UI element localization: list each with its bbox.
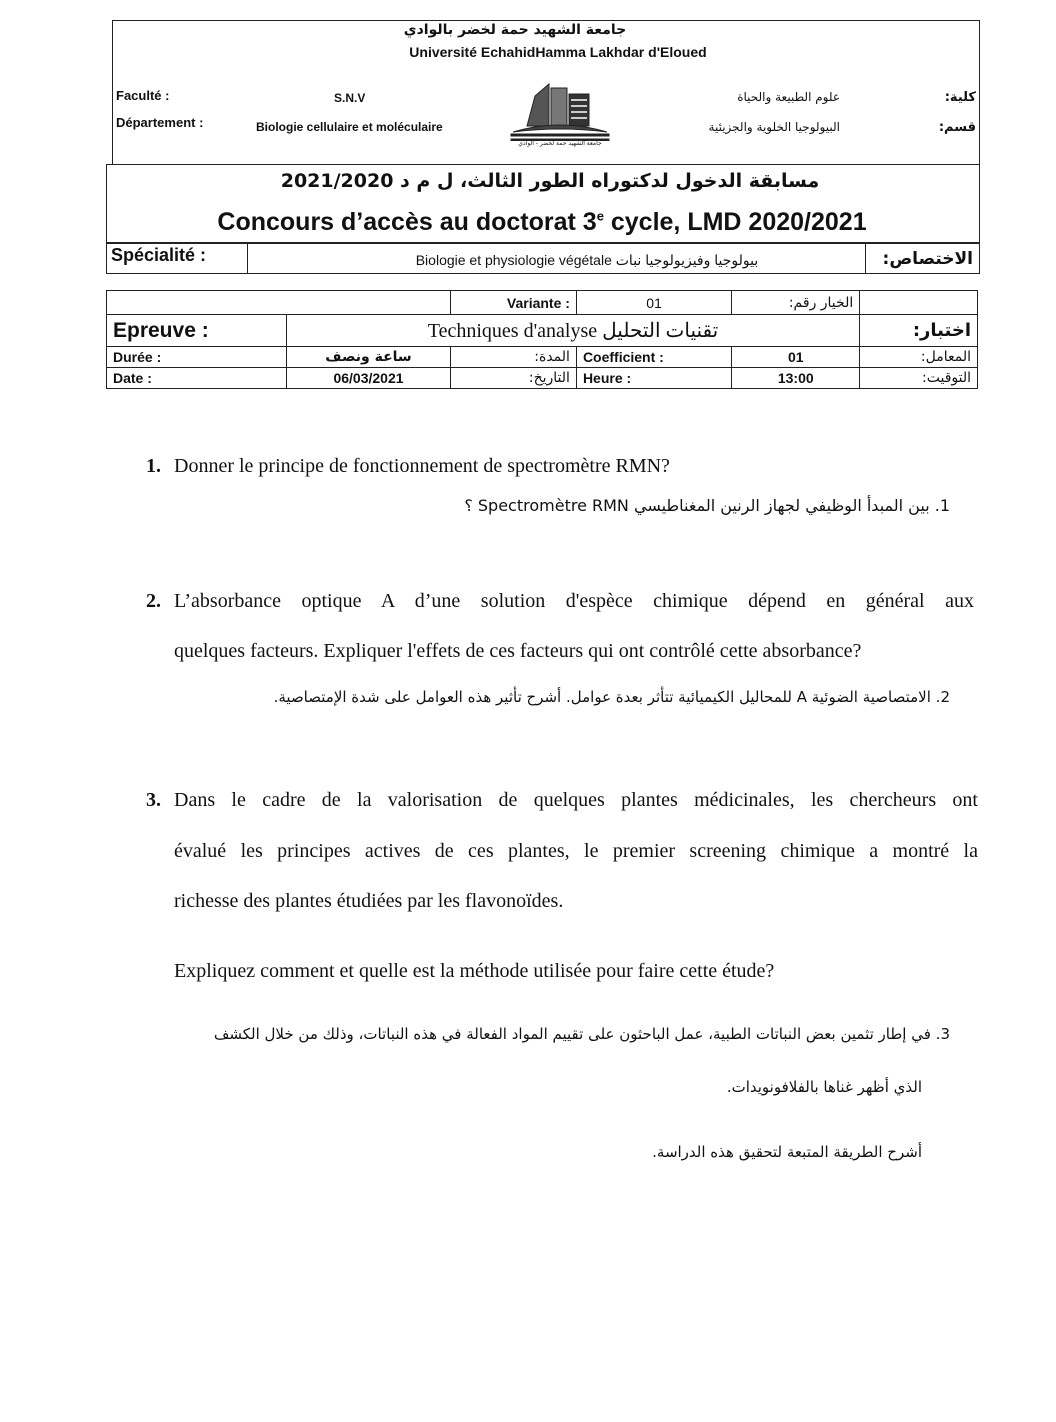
question-1-number: 1. — [146, 455, 161, 477]
departement-ar-label: قسم: — [938, 120, 976, 135]
specialite-row — [106, 242, 980, 274]
question-3-ar-line-3: أشرح الطريقة المتبعة لتحقيق هذه الدراسة. — [652, 1143, 922, 1161]
divider — [247, 243, 248, 273]
coefficient-label-ar: المعامل: — [860, 347, 978, 368]
duree-label-ar: المدة: — [451, 347, 577, 368]
question-2-number: 2. — [146, 590, 161, 612]
university-name-ar: جامعة الشهيد حمة لخضر بالوادي — [403, 22, 627, 38]
coefficient-value: 01 — [732, 347, 860, 368]
heure-label-ar: التوقيت: — [860, 368, 978, 389]
epreuve-value: Techniques d'analyse تقنيات التحليل — [286, 315, 859, 347]
variante-value: 01 — [576, 291, 731, 315]
heure-value: 13:00 — [732, 368, 860, 389]
departement-label: Département : — [116, 115, 204, 130]
university-logo — [505, 74, 615, 162]
duree-label: Durée : — [107, 347, 287, 368]
question-3-fr-line-1: Dans le cadre de la valorisation de quelques plantes médicinales, les chercheurs ont — [174, 789, 978, 811]
coefficient-label: Coefficient : — [576, 347, 731, 368]
faculte-ar-label: كلية: — [944, 90, 976, 105]
epreuve-label-ar: اختبار: — [860, 315, 978, 347]
question-1-ar: 1. بين المبدأ الوظيفي لجهاز الرنين المغناطيسي Spectromètre RMN ؟ — [464, 496, 950, 515]
question-2-fr-line-2: quelques facteurs. Expliquer l'effets de ces facteurs qui ont contrôlé cette absorbance? — [174, 640, 862, 662]
title-ar: مسابقة الدخول لدكتوراه الطور الثالث، ل م د 2021/2020 — [280, 170, 820, 192]
specialite-value: Biologie et physiologie végétale بيولوجيا وفيزيولوجيا نبات — [415, 252, 759, 268]
faculte-value: S.N.V — [334, 91, 366, 105]
specialite-label: Spécialité : — [111, 245, 207, 265]
question-3-number: 3. — [146, 789, 161, 811]
university-logo-icon — [505, 74, 615, 162]
epreuve-label: Epreuve : — [107, 315, 287, 347]
question-3-ar-line-2: الذي أظهر غناها بالفلافونويدات. — [726, 1078, 922, 1096]
exam-info-table — [106, 290, 978, 389]
specialite-label-ar: الاختصاص: — [882, 249, 973, 269]
faculte-ar-value: علوم الطبيعة والحياة — [737, 90, 840, 104]
departement-ar-value: البيولوجيا الخلوية والجزيئية — [708, 120, 840, 134]
date-label-ar: التاريخ: — [451, 368, 577, 389]
question-2-fr-line-1: L’absorbance optique A d’une solution d'espèce chimique dépend en général aux — [174, 590, 974, 612]
faculte-label: Faculté : — [116, 88, 170, 103]
question-3-fr-line-2: évalué les principes actives de ces plantes, le premier screening chimique a montré la — [174, 840, 978, 862]
question-1-fr: Donner le principe de fonctionnement de spectromètre RMN? — [174, 455, 670, 477]
date-label: Date : — [107, 368, 287, 389]
question-2-ar: 2. الامتصاصية الضوئية A للمحاليل الكيميائية تتأثر بعدة عوامل. أشرح تأثير هذه العوامل على شدة الإمتصاصية. — [273, 688, 950, 706]
variante-label: Variante : — [451, 291, 577, 315]
departement-value: Biologie cellulaire et moléculaire — [256, 120, 443, 134]
duree-value: ساعة ونصف — [286, 347, 450, 368]
question-3-fr-line-3: richesse des plantes étudiées par les flavonoïdes. — [174, 890, 564, 912]
question-3-ar-line-1: 3. في إطار تثمين بعض النباتات الطبية، عمل الباحثون على تقييم المواد الفعالة في هذه النباتات، وذلك من خلال الكشف — [213, 1025, 950, 1043]
question-3-fr-line-4: Expliquez comment et quelle est la méthode utilisée pour faire cette étude? — [174, 960, 775, 982]
variante-label-ar: الخيار رقم: — [732, 291, 860, 315]
date-value: 06/03/2021 — [286, 368, 450, 389]
heure-label: Heure : — [576, 368, 731, 389]
title-fr: Concours d’accès au doctorat 3e cycle, LMD 2020/2021 — [217, 208, 867, 236]
university-name-fr: Université EchahidHamma Lakhdar d'Eloued — [409, 44, 707, 60]
divider — [865, 243, 866, 273]
logo-caption: جامعة الشهيد حمة لخضر - الوادي — [518, 140, 602, 147]
